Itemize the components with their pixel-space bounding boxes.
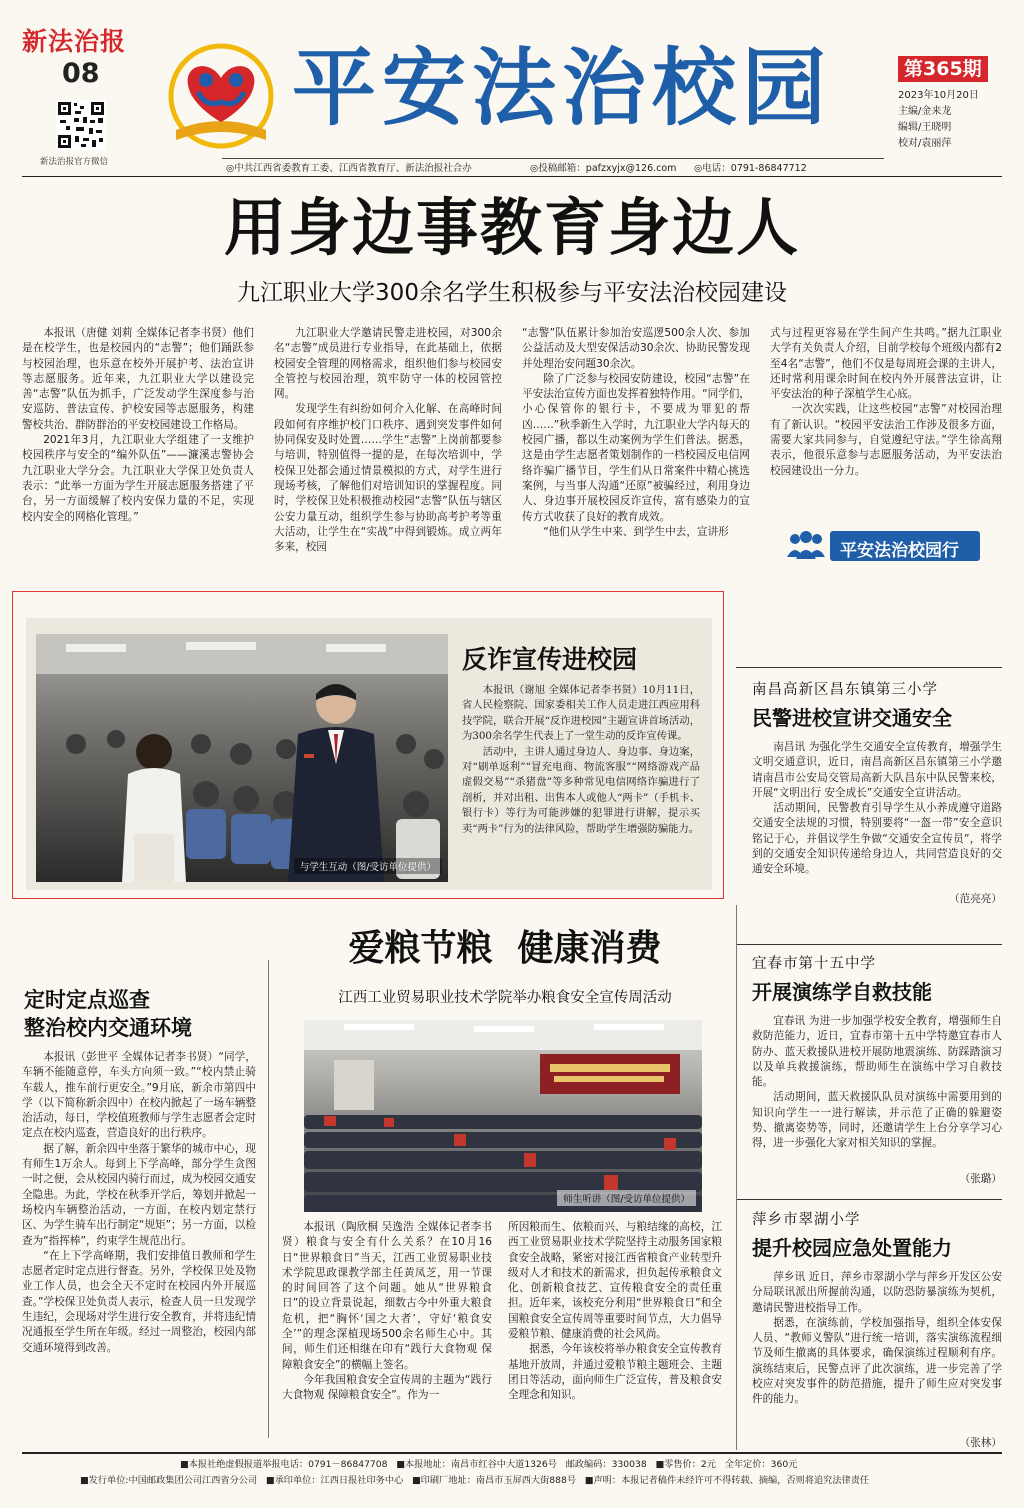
qr-caption: 新法治报官方微信 xyxy=(40,157,109,167)
grain-photo xyxy=(304,1020,702,1212)
paper-name: 新法治报 xyxy=(22,27,127,56)
grain-column-2 xyxy=(508,1220,722,1434)
masthead-email: ◎投稿邮箱：pafzxyjx@126.com xyxy=(530,163,677,174)
editor-2: 编辑/王晓明 xyxy=(898,122,952,133)
lead-col3-para: “他们从学生中来、到学生中去，宣讲形 xyxy=(543,525,729,538)
footer-rule xyxy=(22,1452,1002,1454)
lead-col1-para: 本报讯（唐健 刘莉 全媒体记者李书贤）他们是在校学生，也是校园内的“志警”；他们踊跃参与校园治理，也乐意在校外开展护考、法治宣讲等志愿服务。近年来，九江职业大学以建设完善“志警”队伍为抓手，广泛发动学生深度参与治安巡防、普法宣传、护校安园等志愿服务，构建警校共治、群防群治的平安校园建设工作格局。 xyxy=(22,327,254,431)
sidebar-divider xyxy=(736,1199,1002,1200)
pingxiang-para: 萍乡讯 近日，萍乡市翠湖小学与萍乡开发区公安分局联讯派出所握前沟通，以防恐防暴演练为契机，邀请民警进校指导工作。 xyxy=(752,1271,1002,1314)
traffic-para: 据了解，新余四中坐落于繁华的城市中心，现有师生1万余人。每到上下学高峰，部分学生贪图一时之便，会从校园内骑行而过，成为校园交通安全隐患。为此，学校在秋季开学后，筹划并掀起一场校内车辆整治活动，一方面，在校内划定禁行区、为学生骑车出行制定“规矩”；另一方面，以检查为“指挥棒”，约束学生规范出行。 xyxy=(22,1142,256,1247)
masthead-partners: ◎中共江西省委教育工委、江西省教育厅、新法治报社合办 xyxy=(226,163,472,174)
yichun-kicker: 宜春市第十五中学 xyxy=(752,956,876,972)
editor-3: 校对/袁丽萍 xyxy=(898,138,952,149)
page-number: 08 xyxy=(62,58,100,89)
fraud-para: 活动中，主讲人通过身边人、身边事、身边案，对“刷单返利”“冒充电商、物流客服”“网络游戏产品虚假交易”“杀猪盘”等多种常见电信网络诈骗进行了剖析，并对出租、出售本人或他人“两卡”（手机卡、银行卡）等行为可能涉嫌的犯罪进行讲解，提示买卖“两卡”行为的法律风险，帮助学生增强防骗能力。 xyxy=(462,745,700,835)
footer-hotline: ■本报社绝虚假报道举报电话：0791－86847708 xyxy=(180,1459,388,1470)
fraud-photo xyxy=(36,634,448,882)
changdong-byline: （范亮亮） xyxy=(949,893,1002,905)
traffic-text xyxy=(22,1050,256,1436)
changdong-headline: 民警进校宣讲交通安全 xyxy=(752,706,952,730)
masthead-phone: ◎电话：0791-86847712 xyxy=(694,163,807,174)
pingxiang-byline: （张林） xyxy=(959,1437,1002,1449)
sidebar-divider xyxy=(736,944,1002,945)
issue-badge: 第365期 xyxy=(898,56,988,82)
changdong-para: 南昌讯 为强化学生交通安全宣传教育，增强学生文明交通意识，近日，南昌高新区昌东镇第三小学邀请南昌市公安局交管局高新大队昌东中队民警来校，开展“文明出行 安全成长”交通安全宣讲活动。 xyxy=(752,741,1002,799)
lead-col4-para: 一次次实践，让这些校园“志警”对校园治理有了新认识。“校园平安法治工作涉及很多方面，需要大家共同参与，自觉遵纪守法。”学生徐高翔表示，他很乐意参与志愿服务活动，为平安法治校园建设出一分力。 xyxy=(770,403,1002,477)
footer-printer: ■承印单位：江西日报社印务中心 xyxy=(265,1475,404,1486)
lead-column-4 xyxy=(770,326,1002,511)
people-icon xyxy=(786,531,826,561)
changdong-para: 活动期间，民警教育引导学生从小养成遵守道路交通安全法规的习惯，特别要将“一盔一带”安全意识铭记于心，并倡议学生争做“交通安全宣传员”，将学到的交通安全知识传递给身边人，共同营造良好的交通安全环境。 xyxy=(752,802,1002,876)
qr-code-icon[interactable] xyxy=(56,100,106,150)
footer-distributor: ■发行单位:中国邮政集团公司江西省分公司 xyxy=(80,1475,258,1486)
yichun-text xyxy=(752,1014,1002,1186)
pingxiang-text xyxy=(752,1270,1002,1430)
lead-subheadline: 九江职业大学300余名学生积极参与平安法治校园建设 xyxy=(237,280,787,306)
grain-col1-para: 今年我国粮食安全宣传周的主题为“践行大食物观 保障粮食安全”。作为一 xyxy=(282,1373,492,1402)
yichun-para: 活动期间，蓝天救援队队员对演练中需要用到的知识向学生一一进行解读，并示范了正确的躲避姿势、撤离姿势等，同时，还邀请学生上台分享学习心得，进一步强化大家对相关知识的掌握。 xyxy=(752,1091,1002,1150)
pingxiang-para: 据悉，在演练前，学校加强指导，组织全体安保人员、“教师义警队”进行统一培训，落实演练流程细节及师生撤离的具体要求，确保演练过程顺利有序。演练结束后，民警点评了此次演练，进一步完善了学校应对突发事件的防范措施，提升了师生应对突发事件的能力。 xyxy=(752,1316,1002,1406)
grain-subheadline: 江西工业贸易职业技术学院举办粮食安全宣传周活动 xyxy=(338,990,672,1006)
top-rule xyxy=(22,176,1002,177)
pingxiang-headline: 提升校园应急处置能力 xyxy=(752,1236,952,1260)
section-title: 平安法治校园 xyxy=(292,38,833,137)
grain-col2-para: 据悉，今年该校将举办粮食安全宣传教育基地开放周，并通过爱粮节粮主题班会、主题团日等活动，面向师生广泛宣传，普及粮食安全理念和知识。 xyxy=(508,1343,722,1402)
footer-printer-address: ■印刷厂地址：南昌市玉屏西大街888号 xyxy=(412,1475,577,1486)
fraud-text xyxy=(462,683,700,883)
traffic-para: “在上下学高峰期，我们安排值日教师和学生志愿者定时定点进行督查。另外，学校保卫处及物业工作人员，也会全天不定时在校园内外开展巡查。”学校保卫处负责人表示，检查人员一旦发现学生违纪，会现场对学生进行安全教育，并将违纪情况通报至学生所在年级。经过一周整治，校园内部交通环境得到改善。 xyxy=(22,1249,256,1354)
fraud-title: 反诈宣传进校园 xyxy=(462,645,638,674)
grain-col2-para: 所因粮而生、依粮而兴、与粮结缘的高校，江西工业贸易职业技术学院坚持主动服务国家粮食安全战略，紧密对接江西省粮食产业转型升级对人才和技术的新需求，担负起传承粮食文化、创新粮食技艺、宣传粮食安全的责任重担。近年来，该校充分利用“世界粮食日”和全国粮食安全宣传周等重要时间节点，大力倡导爱粮节粮、健康消费的社会风尚。 xyxy=(508,1221,722,1341)
footer-annual-price: 全年定价：360元 xyxy=(724,1459,798,1470)
lead-col2-para: 九江职业大学邀请民警走进校园，对300余名“志警”成员进行专业指导，在此基础上，依据校园安全管理的网格需求，组织他们参与校园安全管控与校园治理，筑牢防守一体的校园管控网。 xyxy=(274,327,502,401)
footer-postcode: 邮政编码：330038 xyxy=(565,1459,647,1470)
footer-address: ■本报地址：南昌市红谷中大道1326号 xyxy=(396,1459,557,1470)
column-badge xyxy=(786,527,984,565)
fraud-photo-caption: 与学生互动（图/受访单位提供） xyxy=(294,858,442,874)
lead-col4-para: 式与过程更容易在学生间产生共鸣。”据九江职业大学有关负责人介绍，目前学校每个班级内都有2至4名“志警”，他们不仅是每周班会课的主讲人，还时常利用课余时间在校内外开展普法宣讲，让平安法治的种子深植学生心底。 xyxy=(770,327,1002,401)
footer-line-1 xyxy=(180,1456,1002,1470)
lead-column-1 xyxy=(22,326,254,582)
lead-column-3 xyxy=(522,326,750,582)
lead-col3-para: “志警”队伍累计参加治安巡逻500余人次、参加公益活动及大型安保活动30余次、协助民警发现并处理治安问题30余次。 xyxy=(522,327,750,370)
pingxiang-kicker: 萍乡市翠湖小学 xyxy=(752,1212,861,1228)
changdong-kicker: 南昌高新区昌东镇第三小学 xyxy=(752,682,938,698)
traffic-para: 本报讯（彭世平 全媒体记者李书贤）“同学，车辆不能随意停，车头方向须一致。”“校内禁止骑车载人，推车前行更安全。”9月底，新余市第四中学（以下简称新余四中）在校内掀起了一场车辆整治活动，每日，学校值班教师与学生志愿者会定时定点在校内巡查，营造良好的出行秩序。 xyxy=(22,1051,256,1140)
traffic-headline-line-1: 定时定点巡查 xyxy=(24,987,150,1012)
column-badge-label: 平安法治校园行 xyxy=(840,541,959,561)
changdong-text xyxy=(752,740,1002,890)
left-vertical-rule xyxy=(268,960,269,1438)
campus-logo-icon xyxy=(162,42,280,154)
yichun-headline: 开展演练学自救技能 xyxy=(752,980,932,1004)
issue-date: 2023年10月20日 xyxy=(898,90,979,101)
sidebar-divider xyxy=(736,667,1002,668)
grain-photo-caption: 师生听讲（图/受访单位提供） xyxy=(557,1190,696,1206)
footer-retail-price: ■零售价：2元 xyxy=(655,1459,716,1470)
masthead-rule xyxy=(222,158,884,159)
yichun-para: 宜春讯 为进一步加强学校安全教育，增强师生自救防范能力，近日，宜春市第十五中学特邀宜春市人防办、蓝天救援队进校开展防地震演练、防踩踏演习以及单兵救援演练，帮助师生在演练中学习自救技能。 xyxy=(752,1015,1002,1089)
grain-col1-para: 本报讯（陶欣桐 吴逸浩 全媒体记者李书贤）粮食与安全有什么关系？在10月16日“世界粮食日”当天，江西工业贸易职业技术学院思政课教学部主任黄凤芝，用一节课的时间回答了这个问题。她从“世界粮食日”的设立背景说起，细数古今中外重大粮食危机，把“胸怀‘国之大者’，守好‘粮食安全’”的理念深植现场500余名师生心中。其间，师生们还相继在印有“践行大食物观 保障粮食安全”的横幅上签名。 xyxy=(282,1221,492,1371)
yichun-byline: （张璐） xyxy=(959,1173,1002,1185)
lead-column-2 xyxy=(274,326,502,582)
footer-line-2 xyxy=(80,1472,1002,1486)
lead-col2-para: 发现学生有纠纷如何介入化解、在高峰时间段如何有序维护校门口秩序、遇到突发事件如何协同保安及时处置……学生“志警”上岗前都要参与培训，特别值得一提的是，在每次培训中，学校保卫处都会通过情景模拟的方式，对学生进行现场考核，了解他们对培训知识的掌握程度。同时，学校保卫处积极推动校园“志警”队伍与辖区公安力量互动，组织学生参与协助高考护考等重大活动，让学生在“实战”中得到锻炼。成立两年多来，校园 xyxy=(274,403,502,554)
grain-headline: 爱粮节粮 健康消费 xyxy=(348,927,662,969)
lead-col1-para: 2021年3月，九江职业大学组建了一支维护校园秩序与安全的“编外队伍”——濂溪志警协会九江职业大学分会。九江职业大学保卫处负责人表示：“此举一方面为学生开展志愿服务搭建了平台，另一方面缓解了校内安保力量的不足，实现校内安全的网格化管理。” xyxy=(22,434,254,523)
fraud-para: 本报讯（谢旭 全媒体记者李书贤）10月11日，省人民检察院、国家委相关工作人员走进江西应用科技学院，联合开展“反诈进校园”主题宣讲首场活动，为300余名学生代表上了一堂生动的反诈宣传课。 xyxy=(462,684,700,743)
editor-1: 主编/金来龙 xyxy=(898,106,952,117)
grain-column-1 xyxy=(282,1220,492,1434)
traffic-headline-line-2: 整治校内交通环境 xyxy=(24,1015,192,1040)
lead-col3-para: 除了广泛参与校园安防建设，校园“志警”在平安法治宣传方面也发挥着独特作用。“同学们，小心保管你的银行卡，不要成为罪犯的帮凶……”秋季新生入学时，九江职业大学内每天的校园广播，都以生动案例为学生们普法。据悉，这是由学生志愿者策划制作的一档校园反电信网络诈骗广播节目，学生们从日常案件中精心挑选案例，与当事人沟通“还原”被骗经过，利用身边人、身边事开展校园反诈宣传，富有感染力的宣传方式收获了良好的教育成效。 xyxy=(522,372,750,523)
lead-headline: 用身边事教育身边人 xyxy=(223,191,800,264)
footer-statement: ■声明：本报记者稿件未经许可不得转载、摘编，否则将追究法律责任 xyxy=(584,1475,870,1486)
